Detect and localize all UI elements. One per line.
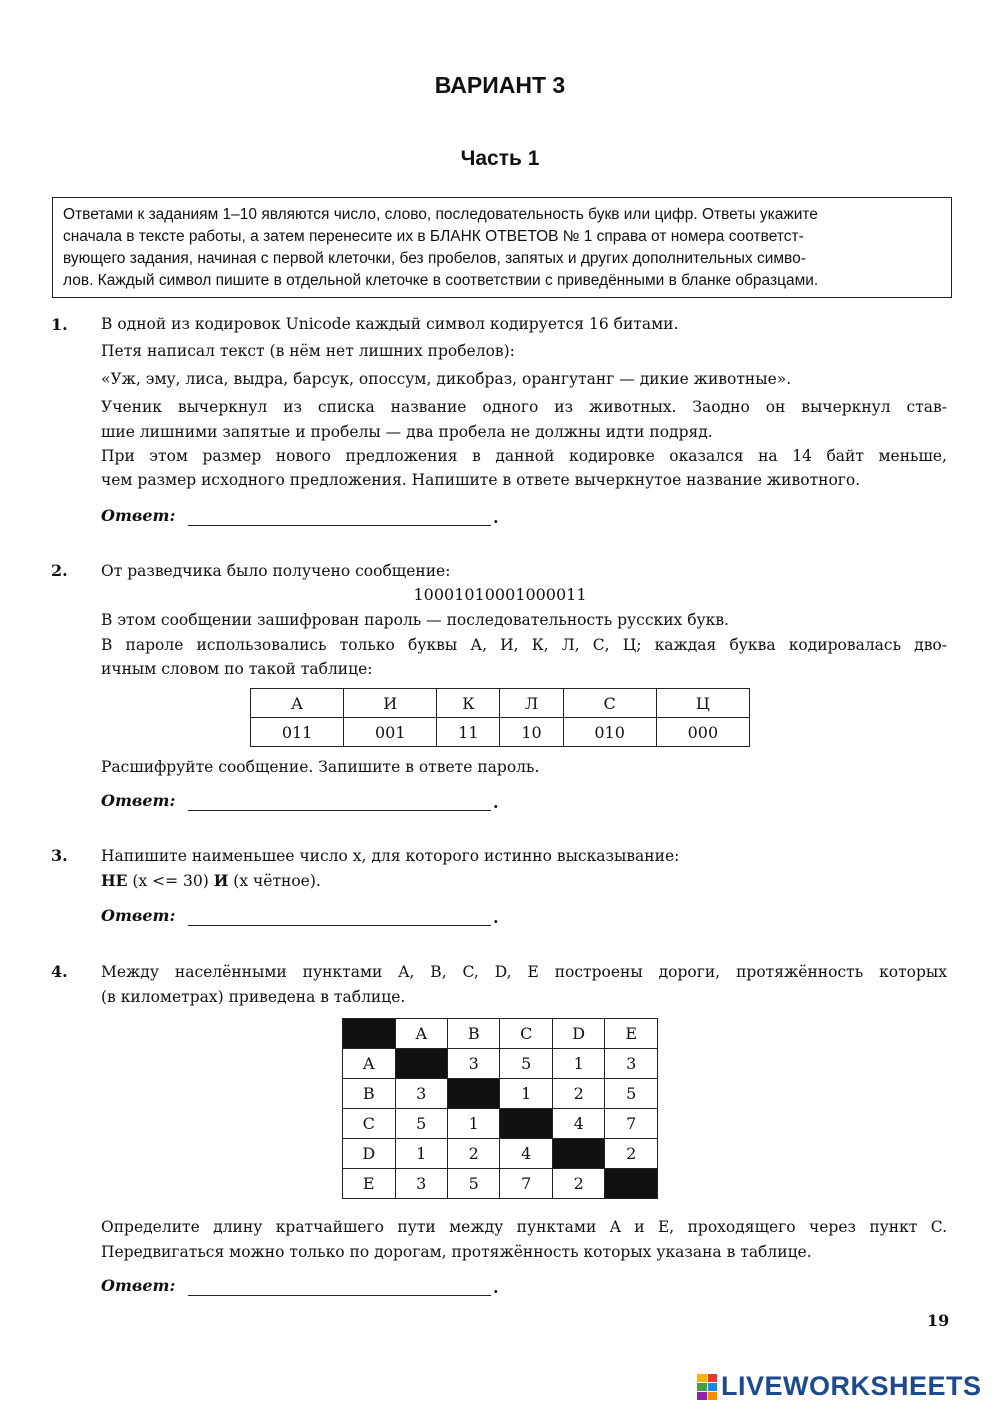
task-4-number: 4.: [51, 962, 68, 981]
distance-table-cell: 3: [605, 1049, 658, 1079]
expression-part: (x чётное).: [228, 872, 321, 890]
task-3-answer-input[interactable]: [188, 905, 491, 926]
task-3-expression: [101, 871, 321, 891]
task-1-number: 1.: [51, 315, 68, 334]
code-table-code: 010: [563, 718, 656, 747]
distance-table-header: E: [605, 1019, 658, 1049]
variant-title: ВАРИАНТ 3: [434, 72, 566, 98]
distance-table-cell: 7: [500, 1169, 553, 1199]
task-2-message: 10001010001000011: [413, 585, 587, 604]
task-2-answer-input[interactable]: [188, 790, 491, 811]
task-2-text: В пароле использовались только буквы А, И, К, Л, С, Ц; каждая буква кодировалась дво-: [101, 636, 947, 654]
distance-table-row-label: E: [343, 1169, 396, 1199]
distance-table-cell: 3: [395, 1079, 447, 1109]
code-table-letters-row: [251, 689, 750, 718]
liveworksheets-logo: [697, 1371, 982, 1402]
answer-label: Ответ:: [101, 906, 176, 925]
instructions-line: вующего задания, начиная с первой клеточки, без пробелов, запятых и других дополнительных симво-: [63, 250, 806, 267]
page-number: 19: [927, 1311, 950, 1330]
distance-table-diagonal: [552, 1139, 605, 1169]
distance-table-header: C: [500, 1019, 553, 1049]
distance-table-row-label: C: [343, 1109, 396, 1139]
distance-table-row: [343, 1109, 658, 1139]
code-table-letter: Ц: [656, 689, 749, 718]
distance-table-cell: 2: [447, 1139, 499, 1169]
task-2-number: 2.: [51, 561, 68, 580]
task-1-text: шие лишними запятые и пробелы — два пробела не должны идти подряд.: [101, 423, 713, 441]
code-table-letter: А: [251, 689, 344, 718]
answer-dot: .: [493, 508, 499, 527]
answer-dot: .: [493, 1278, 499, 1297]
distance-table-cell: 1: [395, 1139, 447, 1169]
task-4-text: Между населёнными пунктами A, B, C, D, E построены дороги, протяжённость которых: [101, 963, 947, 981]
task-1-text: В одной из кодировок Unicode каждый символ кодируется 16 битами.: [101, 315, 679, 333]
task-3-text: Напишите наименьшее число x, для которого истинно высказывание:: [101, 847, 680, 865]
task-1-text: Ученик вычеркнул из списка название одного из животных. Заодно он вычеркнул став-: [101, 398, 947, 416]
distance-table-header: D: [552, 1019, 605, 1049]
task-4-text: (в километрах) приведена в таблице.: [101, 988, 406, 1006]
distance-table-cell: 1: [447, 1109, 499, 1139]
distance-table-cell: 2: [552, 1169, 605, 1199]
code-table-code: 000: [656, 718, 749, 747]
task-2-text: Расшифруйте сообщение. Запишите в ответе пароль.: [101, 758, 540, 776]
task-1-text: Петя написал текст (в нём нет лишних пробелов):: [101, 342, 515, 360]
logo-icon: [697, 1374, 717, 1400]
and-operator: И: [213, 871, 229, 890]
distance-table-diagonal: [605, 1169, 658, 1199]
code-table-letter: С: [563, 689, 656, 718]
distance-table-cell: 1: [500, 1079, 553, 1109]
distance-table-corner: [343, 1019, 396, 1049]
code-table-letter: И: [344, 689, 437, 718]
distance-table-cell: 5: [447, 1169, 499, 1199]
answer-dot: .: [493, 908, 499, 927]
task-1-answer-input[interactable]: [188, 505, 491, 526]
distance-table: [342, 1018, 658, 1199]
task-3-number: 3.: [51, 846, 68, 865]
answer-label: Ответ:: [101, 506, 176, 525]
distance-table-header: B: [447, 1019, 499, 1049]
code-table-code: 011: [251, 718, 344, 747]
distance-table-cell: 3: [395, 1169, 447, 1199]
distance-table-cell: 1: [552, 1049, 605, 1079]
task-1-text: чем размер исходного предложения. Напишите в ответе вычеркнутое название животного.: [101, 471, 861, 489]
distance-table-cell: 3: [447, 1049, 499, 1079]
expression-part: (x <= 30): [127, 872, 214, 890]
distance-table-row-label: A: [343, 1049, 396, 1079]
code-table: [250, 688, 750, 747]
distance-table-row: [343, 1049, 658, 1079]
task-4-answer-input[interactable]: [188, 1275, 491, 1296]
code-table-code: 11: [437, 718, 500, 747]
part-title: Часть 1: [460, 147, 540, 170]
task-4-text: Определите длину кратчайшего пути между пунктами A и E, проходящего через пункт C.: [101, 1218, 947, 1236]
distance-table-cell: 2: [552, 1079, 605, 1109]
code-table-letter: Л: [500, 689, 563, 718]
distance-table-diagonal: [500, 1109, 553, 1139]
answer-label: Ответ:: [101, 791, 176, 810]
code-table-codes-row: [251, 718, 750, 747]
logo-text: LIVEWORKSHEETS: [721, 1371, 982, 1401]
distance-table-cell: 5: [605, 1079, 658, 1109]
instructions-box: [52, 197, 952, 298]
distance-table-row: [343, 1139, 658, 1169]
code-table-code: 10: [500, 718, 563, 747]
distance-table-cell: 5: [395, 1109, 447, 1139]
code-table-code: 001: [344, 718, 437, 747]
task-2-text: ичным словом по такой таблице:: [101, 660, 373, 678]
distance-table-header-row: [343, 1019, 658, 1049]
distance-table-diagonal: [395, 1049, 447, 1079]
instructions-line: Ответами к заданиям 1–10 являются число, слово, последовательность букв или цифр. Ответы укажите: [63, 206, 818, 223]
task-2-text: В этом сообщении зашифрован пароль — последовательность русских букв.: [101, 611, 729, 629]
distance-table-cell: 5: [500, 1049, 553, 1079]
distance-table-row-label: B: [343, 1079, 396, 1109]
distance-table-cell: 4: [552, 1109, 605, 1139]
task-4-text: Передвигаться можно только по дорогам, протяжённость которых указана в таблице.: [101, 1243, 812, 1261]
instructions-line: лов. Каждый символ пишите в отдельной клеточке в соответствии с приведёнными в бланке образцами.: [63, 272, 819, 289]
distance-table-cell: 4: [500, 1139, 553, 1169]
distance-table-cell: 7: [605, 1109, 658, 1139]
not-operator: НЕ: [101, 871, 128, 890]
answer-dot: .: [493, 793, 499, 812]
task-2-text: От разведчика было получено сообщение:: [101, 562, 451, 580]
distance-table-header: A: [395, 1019, 447, 1049]
answer-label: Ответ:: [101, 1276, 176, 1295]
task-1-quote: «Уж, эму, лиса, выдра, барсук, опоссум, дикобраз, орангутанг — дикие животные».: [101, 370, 792, 388]
distance-table-diagonal: [447, 1079, 499, 1109]
task-1-text: При этом размер нового предложения в данной кодировке оказался на 14 байт меньше,: [101, 447, 947, 465]
code-table-letter: К: [437, 689, 500, 718]
distance-table-row: [343, 1169, 658, 1199]
distance-table-cell: 2: [605, 1139, 658, 1169]
distance-table-row-label: D: [343, 1139, 396, 1169]
distance-table-row: [343, 1079, 658, 1109]
instructions-line: сначала в тексте работы, а затем перенесите их в БЛАНК ОТВЕТОВ № 1 справа от номера соответст-: [63, 228, 804, 245]
